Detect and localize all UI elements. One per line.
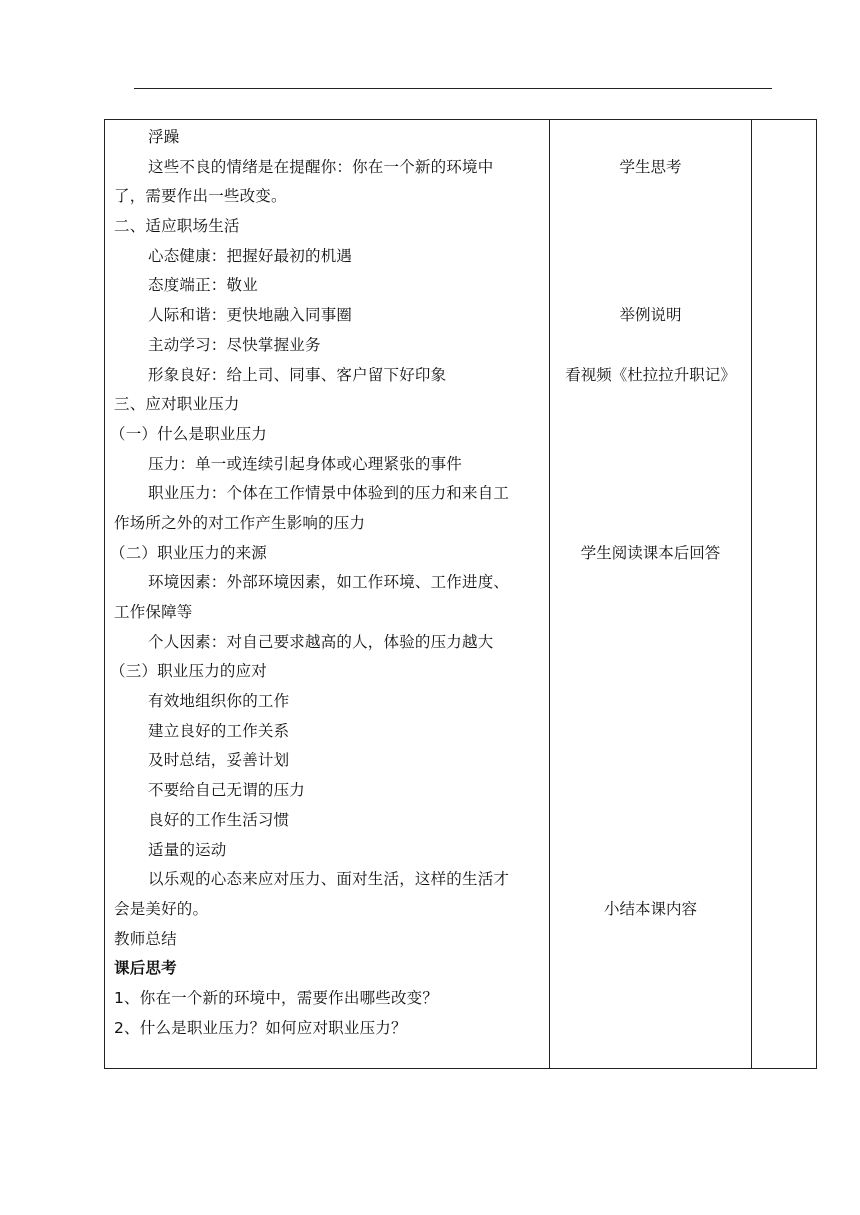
content-line: 不要给自己无谓的压力 [148,781,306,800]
content-line: 二、适应职场生活 [114,217,240,236]
content-line: 主动学习：尽快掌握业务 [148,335,321,354]
content-line: 工作保障等 [114,603,193,621]
lesson-table [104,119,817,1069]
content-line: 压力：单一或连续引起身体或心理紧张的事件 [148,454,463,473]
content-line: 良好的工作生活习惯 [148,810,290,829]
content-line: 个人因素：对自己要求越高的人，体验的压力越大 [148,632,494,651]
content-line: 以乐观的心态来应对压力、面对生活，这样的生活才 [148,870,510,889]
content-line: 作场所之外的对工作产生影响的压力 [114,513,366,532]
content-line: （三）职业压力的应对 [110,662,268,681]
column-divider-activity [751,120,752,1068]
content-line: 会是美好的。 [114,899,209,918]
content-line: 1、你在一个新的环境中，需要作出哪些改变？ [114,988,439,1007]
content-line: 有效地组织你的工作 [148,692,290,711]
content-line: 了，需要作出一些改变。 [114,187,287,206]
content-line: 三、应对职业压力 [114,395,240,414]
content-line: 2、什么是职业压力？如何应对职业压力？ [114,1018,407,1037]
activity-read-answer: 学生阅读课本后回答 [580,544,721,562]
content-line: 心态健康：把握好最初的机遇 [148,246,353,265]
content-line: 形象良好：给上司、同事、客户留下好印象 [148,365,447,384]
content-line: 浮躁 [148,128,180,146]
content-line: 课后思考 [114,959,177,978]
content-line: 态度端正：敬业 [148,276,258,295]
content-line: 这些不良的情绪是在提醒你：你在一个新的环境中 [148,157,494,176]
content-line: 及时总结，妥善计划 [148,751,290,770]
activity-examples: 举例说明 [619,306,682,324]
content-line: 环境因素：外部环境因素，如工作环境、工作进度、 [148,573,510,592]
content-line: 教师总结 [114,929,177,948]
content-line: （一）什么是职业压力 [110,424,268,443]
content-line: 建立良好的工作关系 [148,721,290,740]
column-divider-content [549,120,550,1068]
content-line: 人际和谐：更快地融入同事圈 [148,306,353,325]
activity-summary: 小结本课内容 [603,900,697,918]
activity-watch-video: 看视频《杜拉拉升职记》 [565,366,736,384]
teaching-content-column [110,123,546,1043]
content-line: （二）职业压力的来源 [110,543,268,562]
activity-student-think: 学生思考 [619,158,682,176]
content-line: 适量的运动 [148,840,227,859]
header-rule [134,88,772,89]
content-line: 职业压力：个体在工作情景中体验到的压力和来自工 [148,484,510,503]
